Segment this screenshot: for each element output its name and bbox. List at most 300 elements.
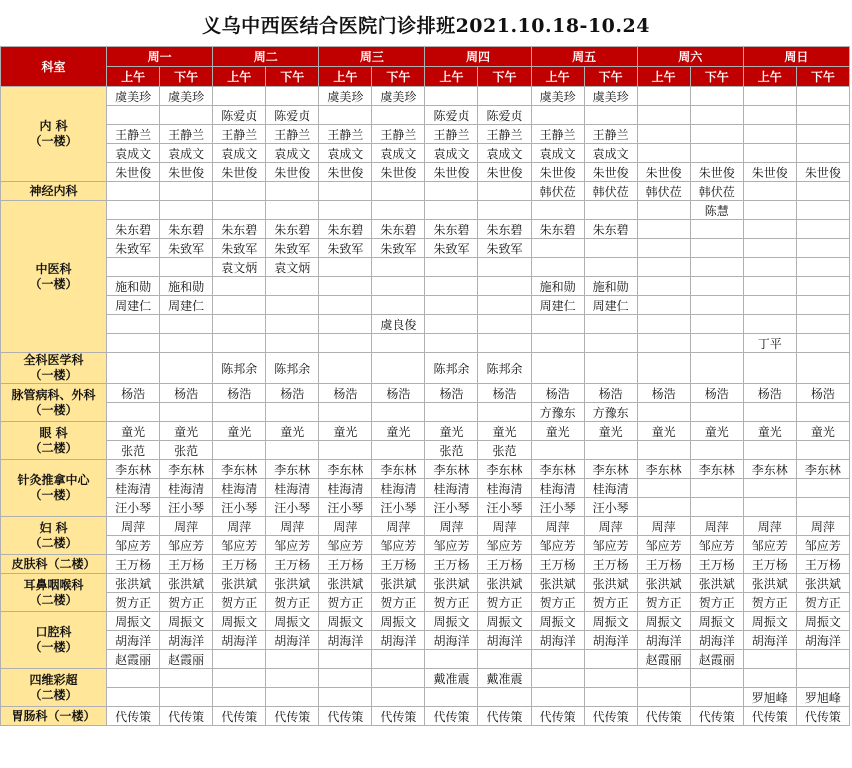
doctor-cell: 朱东碧 xyxy=(107,220,160,239)
header-am: 上午 xyxy=(213,67,266,87)
doctor-cell xyxy=(796,87,849,106)
doctor-cell xyxy=(690,669,743,688)
doctor-cell xyxy=(372,277,425,296)
doctor-cell: 朱东碧 xyxy=(531,220,584,239)
doctor-cell xyxy=(425,258,478,277)
doctor-cell: 贺方正 xyxy=(213,593,266,612)
doctor-cell xyxy=(531,688,584,707)
doctor-cell: 邹应芳 xyxy=(372,536,425,555)
doctor-cell: 童光 xyxy=(213,422,266,441)
doctor-cell xyxy=(160,315,213,334)
doctor-cell xyxy=(478,403,531,422)
department-name: 耳鼻咽喉科 （二楼） xyxy=(1,574,107,612)
doctor-cell: 李东林 xyxy=(107,460,160,479)
doctor-cell: 周振文 xyxy=(372,612,425,631)
doctor-cell: 杨浩 xyxy=(319,384,372,403)
doctor-cell: 朱东碧 xyxy=(425,220,478,239)
doctor-cell xyxy=(584,353,637,384)
doctor-cell: 张洪斌 xyxy=(372,574,425,593)
doctor-cell xyxy=(796,277,849,296)
doctor-cell: 丁平 xyxy=(743,334,796,353)
doctor-cell xyxy=(266,688,319,707)
doctor-cell xyxy=(743,201,796,220)
doctor-cell: 戴准震 xyxy=(478,669,531,688)
doctor-cell: 周建仁 xyxy=(160,296,213,315)
schedule-row xyxy=(1,555,850,574)
doctor-cell: 周建仁 xyxy=(107,296,160,315)
doctor-cell: 汪小琴 xyxy=(584,498,637,517)
doctor-cell: 邹应芳 xyxy=(425,536,478,555)
doctor-cell: 李东林 xyxy=(213,460,266,479)
doctor-cell xyxy=(319,106,372,125)
doctor-cell: 施和勋 xyxy=(584,277,637,296)
doctor-cell: 陈邦余 xyxy=(425,353,478,384)
department-name: 四维彩超 （二楼） xyxy=(1,669,107,707)
header-am: 上午 xyxy=(637,67,690,87)
doctor-cell: 朱东碧 xyxy=(478,220,531,239)
doctor-cell: 虞美珍 xyxy=(584,87,637,106)
doctor-cell xyxy=(796,106,849,125)
schedule-row xyxy=(1,441,850,460)
doctor-cell: 周萍 xyxy=(531,517,584,536)
header-am: 上午 xyxy=(319,67,372,87)
doctor-cell xyxy=(425,315,478,334)
doctor-cell: 袁文炳 xyxy=(213,258,266,277)
department-name: 内 科 （一楼） xyxy=(1,87,107,182)
doctor-cell: 汪小琴 xyxy=(372,498,425,517)
doctor-cell: 施和勋 xyxy=(531,277,584,296)
doctor-cell: 袁成文 xyxy=(478,144,531,163)
doctor-cell: 周建仁 xyxy=(584,296,637,315)
doctor-cell: 李东林 xyxy=(796,460,849,479)
doctor-cell: 邹应芳 xyxy=(690,536,743,555)
doctor-cell: 施和勋 xyxy=(160,277,213,296)
doctor-cell: 张范 xyxy=(160,441,213,460)
doctor-cell: 李东林 xyxy=(266,460,319,479)
doctor-cell: 周振文 xyxy=(478,612,531,631)
doctor-cell xyxy=(372,258,425,277)
doctor-cell: 张范 xyxy=(425,441,478,460)
header-pm: 下午 xyxy=(372,67,425,87)
doctor-cell xyxy=(372,106,425,125)
doctor-cell xyxy=(160,353,213,384)
schedule-row xyxy=(1,422,850,441)
doctor-cell: 陈爱贞 xyxy=(213,106,266,125)
doctor-cell: 代传策 xyxy=(425,707,478,726)
doctor-cell: 胡海洋 xyxy=(743,631,796,650)
doctor-cell xyxy=(796,201,849,220)
doctor-cell xyxy=(690,239,743,258)
doctor-cell: 朱致军 xyxy=(107,239,160,258)
doctor-cell: 张洪斌 xyxy=(531,574,584,593)
doctor-cell: 韩伏莅 xyxy=(584,182,637,201)
doctor-cell: 周萍 xyxy=(160,517,213,536)
doctor-cell xyxy=(319,201,372,220)
doctor-cell: 施和勋 xyxy=(107,277,160,296)
doctor-cell: 王万杨 xyxy=(531,555,584,574)
doctor-cell xyxy=(372,296,425,315)
doctor-cell: 王万杨 xyxy=(425,555,478,574)
doctor-cell xyxy=(637,353,690,384)
header-pm: 下午 xyxy=(584,67,637,87)
doctor-cell xyxy=(743,106,796,125)
doctor-cell: 方豫东 xyxy=(584,403,637,422)
doctor-cell: 杨浩 xyxy=(372,384,425,403)
doctor-cell xyxy=(372,201,425,220)
doctor-cell: 杨浩 xyxy=(425,384,478,403)
doctor-cell xyxy=(213,315,266,334)
doctor-cell: 朱世俊 xyxy=(531,163,584,182)
doctor-cell xyxy=(690,220,743,239)
doctor-cell: 王万杨 xyxy=(372,555,425,574)
schedule-row xyxy=(1,517,850,536)
doctor-cell: 罗旭峰 xyxy=(796,688,849,707)
doctor-cell xyxy=(531,106,584,125)
doctor-cell: 王万杨 xyxy=(478,555,531,574)
doctor-cell: 张洪斌 xyxy=(160,574,213,593)
schedule-row xyxy=(1,593,850,612)
doctor-cell: 张洪斌 xyxy=(478,574,531,593)
doctor-cell: 陈爱贞 xyxy=(266,106,319,125)
doctor-cell: 童光 xyxy=(690,422,743,441)
doctor-cell: 汪小琴 xyxy=(531,498,584,517)
doctor-cell xyxy=(372,650,425,669)
doctor-cell: 袁成文 xyxy=(531,144,584,163)
header-day: 周三 xyxy=(319,47,425,67)
doctor-cell xyxy=(584,106,637,125)
doctor-cell: 虞美珍 xyxy=(107,87,160,106)
doctor-cell xyxy=(160,688,213,707)
doctor-cell: 周萍 xyxy=(319,517,372,536)
doctor-cell: 赵霞丽 xyxy=(160,650,213,669)
doctor-cell: 代传策 xyxy=(637,707,690,726)
schedule-table xyxy=(0,46,850,726)
doctor-cell xyxy=(743,144,796,163)
doctor-cell: 胡海洋 xyxy=(266,631,319,650)
doctor-cell: 袁成文 xyxy=(425,144,478,163)
schedule-row xyxy=(1,707,850,726)
doctor-cell: 陈邦余 xyxy=(478,353,531,384)
doctor-cell: 杨浩 xyxy=(213,384,266,403)
doctor-cell: 张洪斌 xyxy=(796,574,849,593)
doctor-cell: 周萍 xyxy=(372,517,425,536)
doctor-cell xyxy=(478,296,531,315)
doctor-cell: 代传策 xyxy=(107,707,160,726)
doctor-cell xyxy=(478,87,531,106)
doctor-cell: 童光 xyxy=(743,422,796,441)
doctor-cell xyxy=(531,334,584,353)
doctor-cell xyxy=(319,258,372,277)
doctor-cell: 王静兰 xyxy=(478,125,531,144)
schedule-row xyxy=(1,239,850,258)
doctor-cell: 胡海洋 xyxy=(531,631,584,650)
doctor-cell xyxy=(107,334,160,353)
doctor-cell xyxy=(584,201,637,220)
doctor-cell xyxy=(743,650,796,669)
doctor-cell xyxy=(478,650,531,669)
doctor-cell: 周振文 xyxy=(160,612,213,631)
doctor-cell: 朱世俊 xyxy=(796,163,849,182)
doctor-cell: 赵霞丽 xyxy=(690,650,743,669)
doctor-cell: 汪小琴 xyxy=(319,498,372,517)
doctor-cell: 王静兰 xyxy=(266,125,319,144)
doctor-cell xyxy=(160,106,213,125)
schedule-row xyxy=(1,631,850,650)
doctor-cell: 方豫东 xyxy=(531,403,584,422)
doctor-cell xyxy=(531,441,584,460)
doctor-cell xyxy=(796,441,849,460)
doctor-cell xyxy=(266,650,319,669)
doctor-cell xyxy=(637,669,690,688)
schedule-row xyxy=(1,125,850,144)
doctor-cell xyxy=(743,182,796,201)
doctor-cell xyxy=(425,182,478,201)
doctor-cell: 汪小琴 xyxy=(478,498,531,517)
doctor-cell: 胡海洋 xyxy=(796,631,849,650)
doctor-cell: 李东林 xyxy=(319,460,372,479)
schedule-row xyxy=(1,163,850,182)
doctor-cell xyxy=(690,144,743,163)
doctor-cell xyxy=(584,650,637,669)
doctor-cell xyxy=(743,403,796,422)
doctor-cell xyxy=(584,239,637,258)
doctor-cell xyxy=(690,315,743,334)
doctor-cell: 童光 xyxy=(107,422,160,441)
department-name: 全科医学科 （一楼） xyxy=(1,353,107,384)
doctor-cell: 童光 xyxy=(372,422,425,441)
schedule-row xyxy=(1,384,850,403)
doctor-cell xyxy=(796,334,849,353)
doctor-cell: 贺方正 xyxy=(160,593,213,612)
department-name: 胃肠科（一楼） xyxy=(1,707,107,726)
doctor-cell xyxy=(425,688,478,707)
doctor-cell xyxy=(478,688,531,707)
doctor-cell: 朱世俊 xyxy=(372,163,425,182)
doctor-cell xyxy=(425,277,478,296)
header-day: 周二 xyxy=(213,47,319,67)
doctor-cell: 桂海清 xyxy=(160,479,213,498)
doctor-cell: 桂海清 xyxy=(266,479,319,498)
doctor-cell: 王静兰 xyxy=(107,125,160,144)
doctor-cell: 周振文 xyxy=(637,612,690,631)
doctor-cell: 贺方正 xyxy=(478,593,531,612)
doctor-cell: 朱世俊 xyxy=(743,163,796,182)
doctor-cell: 李东林 xyxy=(743,460,796,479)
doctor-cell xyxy=(531,201,584,220)
doctor-cell xyxy=(372,353,425,384)
doctor-cell xyxy=(107,258,160,277)
doctor-cell: 汪小琴 xyxy=(107,498,160,517)
doctor-cell xyxy=(690,296,743,315)
doctor-cell: 代传策 xyxy=(319,707,372,726)
doctor-cell: 王静兰 xyxy=(213,125,266,144)
doctor-cell: 周萍 xyxy=(584,517,637,536)
doctor-cell: 周萍 xyxy=(796,517,849,536)
doctor-cell xyxy=(637,258,690,277)
doctor-cell: 朱东碧 xyxy=(584,220,637,239)
doctor-cell: 杨浩 xyxy=(531,384,584,403)
doctor-cell xyxy=(690,106,743,125)
doctor-cell: 周萍 xyxy=(425,517,478,536)
doctor-cell: 袁成文 xyxy=(160,144,213,163)
doctor-cell: 朱世俊 xyxy=(160,163,213,182)
department-name: 眼 科 （二楼） xyxy=(1,422,107,460)
doctor-cell xyxy=(743,239,796,258)
schedule-row xyxy=(1,296,850,315)
doctor-cell: 袁成文 xyxy=(372,144,425,163)
doctor-cell: 张洪斌 xyxy=(107,574,160,593)
doctor-cell: 胡海洋 xyxy=(584,631,637,650)
doctor-cell: 朱东碧 xyxy=(160,220,213,239)
doctor-cell xyxy=(319,296,372,315)
doctor-cell: 周振文 xyxy=(266,612,319,631)
doctor-cell: 周振文 xyxy=(584,612,637,631)
doctor-cell xyxy=(637,87,690,106)
doctor-cell: 韩伏莅 xyxy=(690,182,743,201)
doctor-cell: 周建仁 xyxy=(531,296,584,315)
doctor-cell: 汪小琴 xyxy=(425,498,478,517)
doctor-cell: 朱世俊 xyxy=(213,163,266,182)
schedule-row xyxy=(1,498,850,517)
doctor-cell: 张洪斌 xyxy=(690,574,743,593)
doctor-cell: 朱致军 xyxy=(478,239,531,258)
doctor-cell xyxy=(319,334,372,353)
doctor-cell: 朱世俊 xyxy=(266,163,319,182)
doctor-cell xyxy=(637,125,690,144)
doctor-cell: 王万杨 xyxy=(213,555,266,574)
header-day: 周一 xyxy=(107,47,213,67)
doctor-cell: 杨浩 xyxy=(107,384,160,403)
doctor-cell xyxy=(584,688,637,707)
doctor-cell: 邹应芳 xyxy=(478,536,531,555)
doctor-cell: 王静兰 xyxy=(319,125,372,144)
doctor-cell xyxy=(478,315,531,334)
doctor-cell: 代传策 xyxy=(372,707,425,726)
doctor-cell: 邹应芳 xyxy=(107,536,160,555)
doctor-cell xyxy=(372,688,425,707)
doctor-cell: 童光 xyxy=(637,422,690,441)
doctor-cell xyxy=(160,669,213,688)
doctor-cell xyxy=(478,201,531,220)
doctor-cell xyxy=(213,441,266,460)
doctor-cell: 胡海洋 xyxy=(478,631,531,650)
doctor-cell: 童光 xyxy=(531,422,584,441)
doctor-cell xyxy=(637,479,690,498)
doctor-cell: 袁成文 xyxy=(266,144,319,163)
doctor-cell xyxy=(425,334,478,353)
doctor-cell xyxy=(796,479,849,498)
doctor-cell: 邹应芳 xyxy=(213,536,266,555)
doctor-cell: 汪小琴 xyxy=(266,498,319,517)
doctor-cell xyxy=(637,144,690,163)
doctor-cell xyxy=(531,258,584,277)
header-pm: 下午 xyxy=(796,67,849,87)
doctor-cell xyxy=(372,441,425,460)
header-pm: 下午 xyxy=(266,67,319,87)
doctor-cell: 张洪斌 xyxy=(584,574,637,593)
schedule-body xyxy=(1,87,850,726)
doctor-cell: 王万杨 xyxy=(160,555,213,574)
doctor-cell: 童光 xyxy=(266,422,319,441)
header-am: 上午 xyxy=(743,67,796,87)
doctor-cell: 桂海清 xyxy=(213,479,266,498)
doctor-cell: 桂海清 xyxy=(107,479,160,498)
doctor-cell: 桂海清 xyxy=(584,479,637,498)
doctor-cell xyxy=(425,296,478,315)
doctor-cell: 朱世俊 xyxy=(637,163,690,182)
department-name: 口腔科 （一楼） xyxy=(1,612,107,669)
doctor-cell xyxy=(743,220,796,239)
doctor-cell: 贺方正 xyxy=(266,593,319,612)
doctor-cell: 朱东碧 xyxy=(213,220,266,239)
doctor-cell xyxy=(107,353,160,384)
doctor-cell xyxy=(213,296,266,315)
doctor-cell: 杨浩 xyxy=(160,384,213,403)
header-dept: 科室 xyxy=(1,47,107,87)
doctor-cell xyxy=(266,403,319,422)
doctor-cell xyxy=(690,688,743,707)
doctor-cell xyxy=(531,650,584,669)
doctor-cell: 邹应芳 xyxy=(743,536,796,555)
doctor-cell xyxy=(478,334,531,353)
doctor-cell xyxy=(796,353,849,384)
doctor-cell: 周振文 xyxy=(425,612,478,631)
doctor-cell xyxy=(584,315,637,334)
doctor-cell: 张洪斌 xyxy=(637,574,690,593)
doctor-cell: 袁成文 xyxy=(107,144,160,163)
schedule-row xyxy=(1,315,850,334)
header-am: 上午 xyxy=(531,67,584,87)
doctor-cell xyxy=(743,315,796,334)
doctor-cell xyxy=(213,182,266,201)
doctor-cell: 朱致军 xyxy=(372,239,425,258)
doctor-cell xyxy=(531,353,584,384)
doctor-cell: 汪小琴 xyxy=(213,498,266,517)
doctor-cell: 赵霞丽 xyxy=(107,650,160,669)
doctor-cell xyxy=(319,277,372,296)
doctor-cell xyxy=(690,479,743,498)
schedule-row xyxy=(1,182,850,201)
header-am: 上午 xyxy=(107,67,160,87)
doctor-cell xyxy=(796,125,849,144)
doctor-cell xyxy=(478,182,531,201)
doctor-cell xyxy=(478,277,531,296)
doctor-cell: 陈邦余 xyxy=(266,353,319,384)
department-name: 脉管病科、外科 （一楼） xyxy=(1,384,107,422)
doctor-cell xyxy=(637,220,690,239)
doctor-cell xyxy=(319,688,372,707)
doctor-cell: 赵霞丽 xyxy=(637,650,690,669)
doctor-cell xyxy=(372,403,425,422)
schedule-row xyxy=(1,650,850,669)
doctor-cell xyxy=(319,650,372,669)
doctor-cell xyxy=(690,125,743,144)
doctor-cell: 周萍 xyxy=(690,517,743,536)
doctor-cell: 王静兰 xyxy=(425,125,478,144)
doctor-cell xyxy=(637,403,690,422)
doctor-cell xyxy=(690,498,743,517)
department-name: 中医科 （一楼） xyxy=(1,201,107,353)
doctor-cell: 桂海清 xyxy=(531,479,584,498)
doctor-cell: 王万杨 xyxy=(690,555,743,574)
doctor-cell xyxy=(160,201,213,220)
doctor-cell: 贺方正 xyxy=(531,593,584,612)
doctor-cell: 周萍 xyxy=(266,517,319,536)
doctor-cell: 朱东碧 xyxy=(372,220,425,239)
doctor-cell xyxy=(637,688,690,707)
doctor-cell: 李东林 xyxy=(637,460,690,479)
doctor-cell xyxy=(213,277,266,296)
